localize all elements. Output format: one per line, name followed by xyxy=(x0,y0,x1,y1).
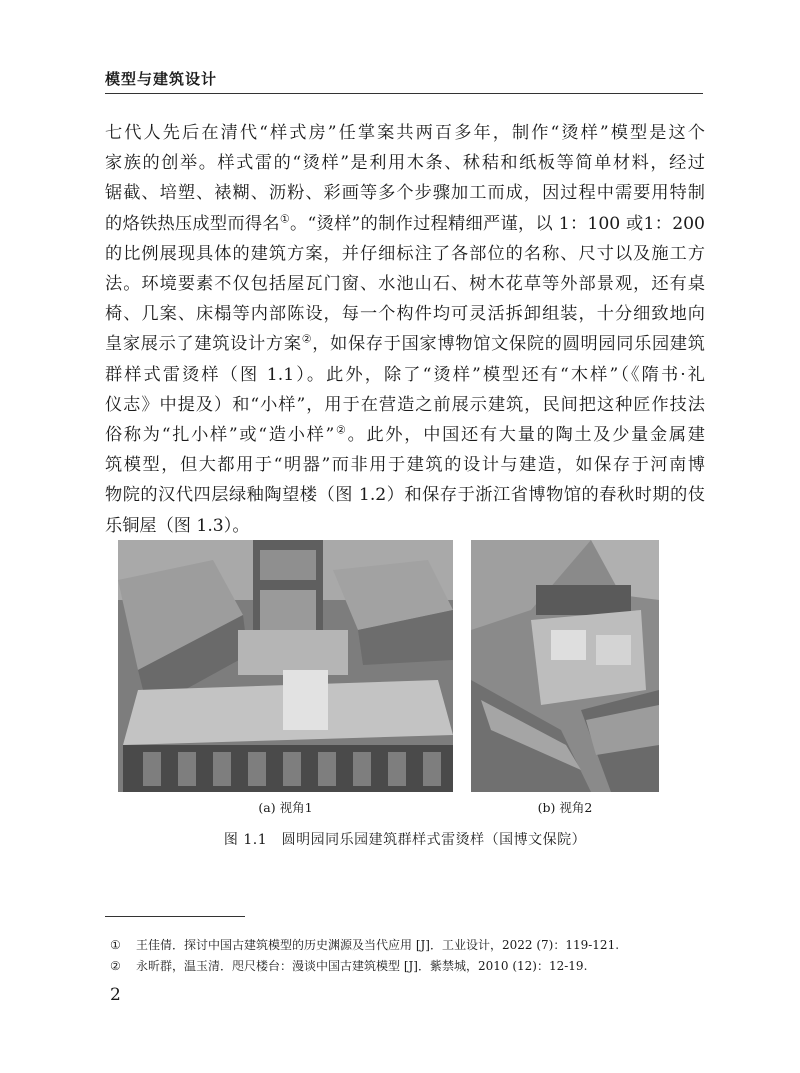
footnote-ref[interactable]: ② xyxy=(301,332,313,346)
body-line: 锯截、培塑、裱糊、沥粉、彩画等多个步骤加工而成，因过程中需要用特制 xyxy=(105,183,705,204)
figure-photo-view-1 xyxy=(118,540,453,792)
footnote-rule xyxy=(105,916,245,917)
figure-photo-view-2 xyxy=(471,540,659,792)
figure-caption: 图 1.1 圆明园同乐园建筑群样式雷烫样（国博文保院） xyxy=(223,832,587,848)
page-number: 2 xyxy=(110,985,121,1005)
body-line: 椅、几案、床榻等内部陈设，每一个构件均可灵活拆卸组装，十分细致地向 xyxy=(105,304,705,325)
body-line: 乐铜屋（图 1.3）。 xyxy=(105,515,250,536)
body-line-text: 。“烫样”的制作过程精细严谨，以 1：100 或1：200 xyxy=(290,213,705,234)
body-paragraph xyxy=(105,118,705,541)
footnote-1 xyxy=(110,936,619,953)
subfigure-caption-b: (b) 视角2 xyxy=(537,800,593,815)
body-line-text: ，如保存于国家博物馆文保院的圆明园同乐园建筑 xyxy=(312,334,705,355)
body-line: 七代人先后在清代“样式房”任掌案共两百多年，制作“烫样”模型是这个 xyxy=(105,123,705,143)
footnote-mark: ② xyxy=(110,959,121,973)
body-line-text: 。此外，中国还有大量的陶土及少量金属建 xyxy=(347,425,705,446)
body-line-text: 皇家展示了建筑设计方案 xyxy=(105,334,302,355)
subfigure-caption-a: (a) 视角1 xyxy=(258,800,313,815)
body-line: 法。环境要素不仅包括屋瓦门窗、水池山石、树木花草等外部景观，还有桌 xyxy=(105,274,705,295)
running-header: 模型与建筑设计 xyxy=(105,70,218,88)
footnote-2 xyxy=(110,957,587,974)
body-line-text: 的烙铁热压成型而得名 xyxy=(105,213,280,234)
footnote-ref[interactable]: ② xyxy=(334,423,348,437)
footnote-ref[interactable]: ① xyxy=(279,211,291,225)
body-line xyxy=(105,329,705,359)
body-line: 物院的汉代四层绿釉陶望楼（图 1.2）和保存于浙江省博物馆的春秋时期的伎 xyxy=(105,485,705,506)
body-line: 的比例展现具体的建筑方案，并仔细标注了各部位的名称、尺寸以及施工方 xyxy=(105,243,705,264)
body-line-text: 俗称为“扎小样”或“造小样” xyxy=(105,425,335,446)
footnote-mark: ① xyxy=(110,938,121,952)
footnote-text: 王佳倩．探讨中国古建筑模型的历史渊源及当代应用 [J]．工业设计，2022 (7)：119-121. xyxy=(136,938,620,952)
body-line: 仪志》中提及）和“小样”，用于在营造之前展示建筑，民间把这种匠作技法 xyxy=(105,394,705,415)
header-rule xyxy=(105,93,703,94)
body-line: 家族的创举。样式雷的“烫样”是利用木条、秫秸和纸板等简单材料，经过 xyxy=(105,153,705,174)
model-photo-image xyxy=(118,540,453,792)
footnote-text: 永昕群，温玉清．咫尺楼台：漫谈中国古建筑模型 [J]．紫禁城，2010 (12)：12-19. xyxy=(136,959,588,973)
body-line xyxy=(105,209,705,239)
body-line: 群样式雷烫样（图 1.1）。此外，除了“烫样”模型还有“木样”（《隋书·礼 xyxy=(105,364,705,385)
model-photo-image xyxy=(471,540,659,792)
body-line xyxy=(105,420,705,450)
body-line: 筑模型，但大都用于“明器”而非用于建筑的设计与建造，如保存于河南博 xyxy=(105,455,705,476)
